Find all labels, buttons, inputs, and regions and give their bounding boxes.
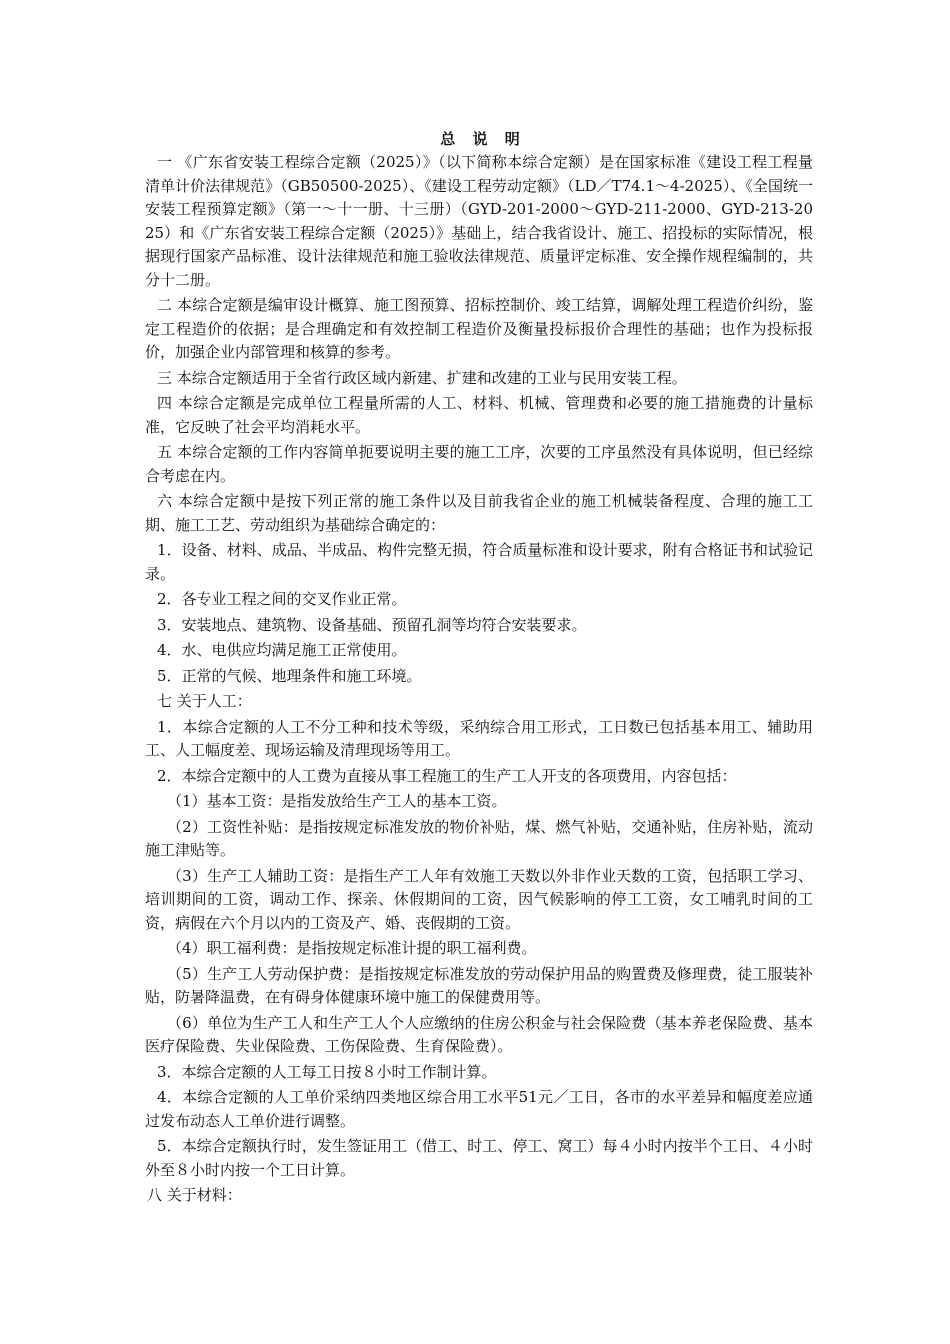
paragraph-2: 二 本综合定额是编审设计概算、施工图预算、招标控制价、竣工结算，调解处理工程造价纠纷，鉴定工程造价的依据；是合理确定和有效控制工程造价及衡量投标报价合理性的基础；也作为投标报价，加强企业内部管理和核算的参考。 — [145, 296, 813, 361]
labor-item-5: 5．本综合定额执行时，发生签证用工（借工、时工、停工、窝工）每４小时内按半个工日、４小时外至８小时内按一个工日计算。 — [145, 1137, 813, 1179]
page-title: 总 说 明 — [440, 130, 526, 148]
list-item-3: 3．安装地点、建筑物、设备基础、预留孔洞等均符合安装要求。 — [157, 615, 587, 634]
list-item-4: 4．水、电供应均满足施工正常使用。 — [157, 641, 407, 659]
labor-subitem-1: （1）基本工资：是指发放给生产工人的基本工资。 — [167, 792, 507, 810]
paragraph-3: 三 本综合定额适用于全省行政区域内新建、扩建和改建的工业与民用安装工程。 — [157, 368, 687, 387]
labor-subitem-2: （2）工资性补贴：是指按规定标准发放的物价补贴，煤、燃气补贴，交通补贴，住房补贴，流动施工津贴等。 — [145, 817, 813, 859]
paragraph-8: 八 关于材料： — [147, 1186, 242, 1204]
labor-subitem-5: （5）生产工人劳动保护费：是指按规定标准发放的劳动保护用品的购置费及修理费，徒工服装补贴，防暑降温费，在有碍身体健康环境中施工的保健费用等。 — [145, 964, 813, 1006]
paragraph-5: 五 本综合定额的工作内容简单扼要说明主要的施工工序，次要的工序虽然没有具体说明，但已经综合考虑在内。 — [145, 443, 813, 485]
labor-item-2: 2．本综合定额中的人工费为直接从事工程施工的生产工人开支的各项费用，内容包括： — [157, 766, 737, 785]
paragraph-7: 七 关于人工： — [157, 692, 252, 710]
paragraph-6: 六 本综合定额中是按下列正常的施工条件以及目前我省企业的施工机械装备程度、合理的施工工期、施工工艺、劳动组织为基础综合确定的： — [145, 492, 813, 534]
paragraph-1: 一 《广东省安装工程综合定额（2025）》（以下简称本综合定额）是在国家标准《建设工程工程量清单计价法律规范》（GB50500-2025）、《建设工程劳动定额》（LD／T74.1～4-2025）、《全国统一安装工程预算定额》（第一～十一册、十三册）（GYD-201-2000～GYD-211-2000、GYD-213-2025）和《广东省安装工程综合定额（2025）》基础上，结合我省设计、施工、招投标的实际情况，根据现行国家产品标准、设计法律规范和施工验收法律规范、质量评定标准、安全操作规程编制的，共分十二册。 — [145, 153, 813, 289]
labor-subitem-3: （3）生产工人辅助工资：是指生产工人年有效施工天数以外非作业天数的工资，包括职工学习、培训期间的工资，调动工作、探亲、休假期间的工资，因气候影响的停工工资，女工哺乳时间的工资，病假在六个月以内的工资及产、婚、丧假期的工资。 — [145, 866, 813, 932]
labor-item-1: 1．本综合定额的人工不分工种和技术等级，采纳综合用工形式，工日数已包括基本用工、辅助用工、人工幅度差、现场运输及清理现场等用工。 — [145, 717, 813, 759]
labor-subitem-6: （6）单位为生产工人和生产工人个人应缴纳的住房公积金与社会保险费（基本养老保险费、基本医疗保险费、失业保险费、工伤保险费、生育保险费）。 — [145, 1013, 813, 1055]
labor-item-4: 4．本综合定额的人工单价采纳四类地区综合用工水平51元／工日，各市的水平差异和幅度差应通过发布动态人工单价进行调整。 — [145, 1088, 813, 1130]
document-body — [145, 127, 813, 1210]
list-item-5: 5．正常的气候、地理条件和施工环境。 — [157, 666, 422, 685]
list-item-1: 1．设备、材料、成品、半成品、构件完整无损，符合质量标准和设计要求，附有合格证书和试验记录。 — [145, 541, 813, 583]
list-item-2: 2．各专业工程之间的交叉作业正常。 — [157, 590, 407, 608]
labor-subitem-4: （4）职工福利费：是指按规定标准计提的职工福利费。 — [167, 939, 537, 957]
labor-item-3: 3．本综合定额的人工每工日按８小时工作制计算。 — [157, 1062, 497, 1081]
paragraph-4: 四 本综合定额是完成单位工程量所需的人工、材料、机械、管理费和必要的施工措施费的计量标准，它反映了社会平均消耗水平。 — [145, 394, 813, 436]
